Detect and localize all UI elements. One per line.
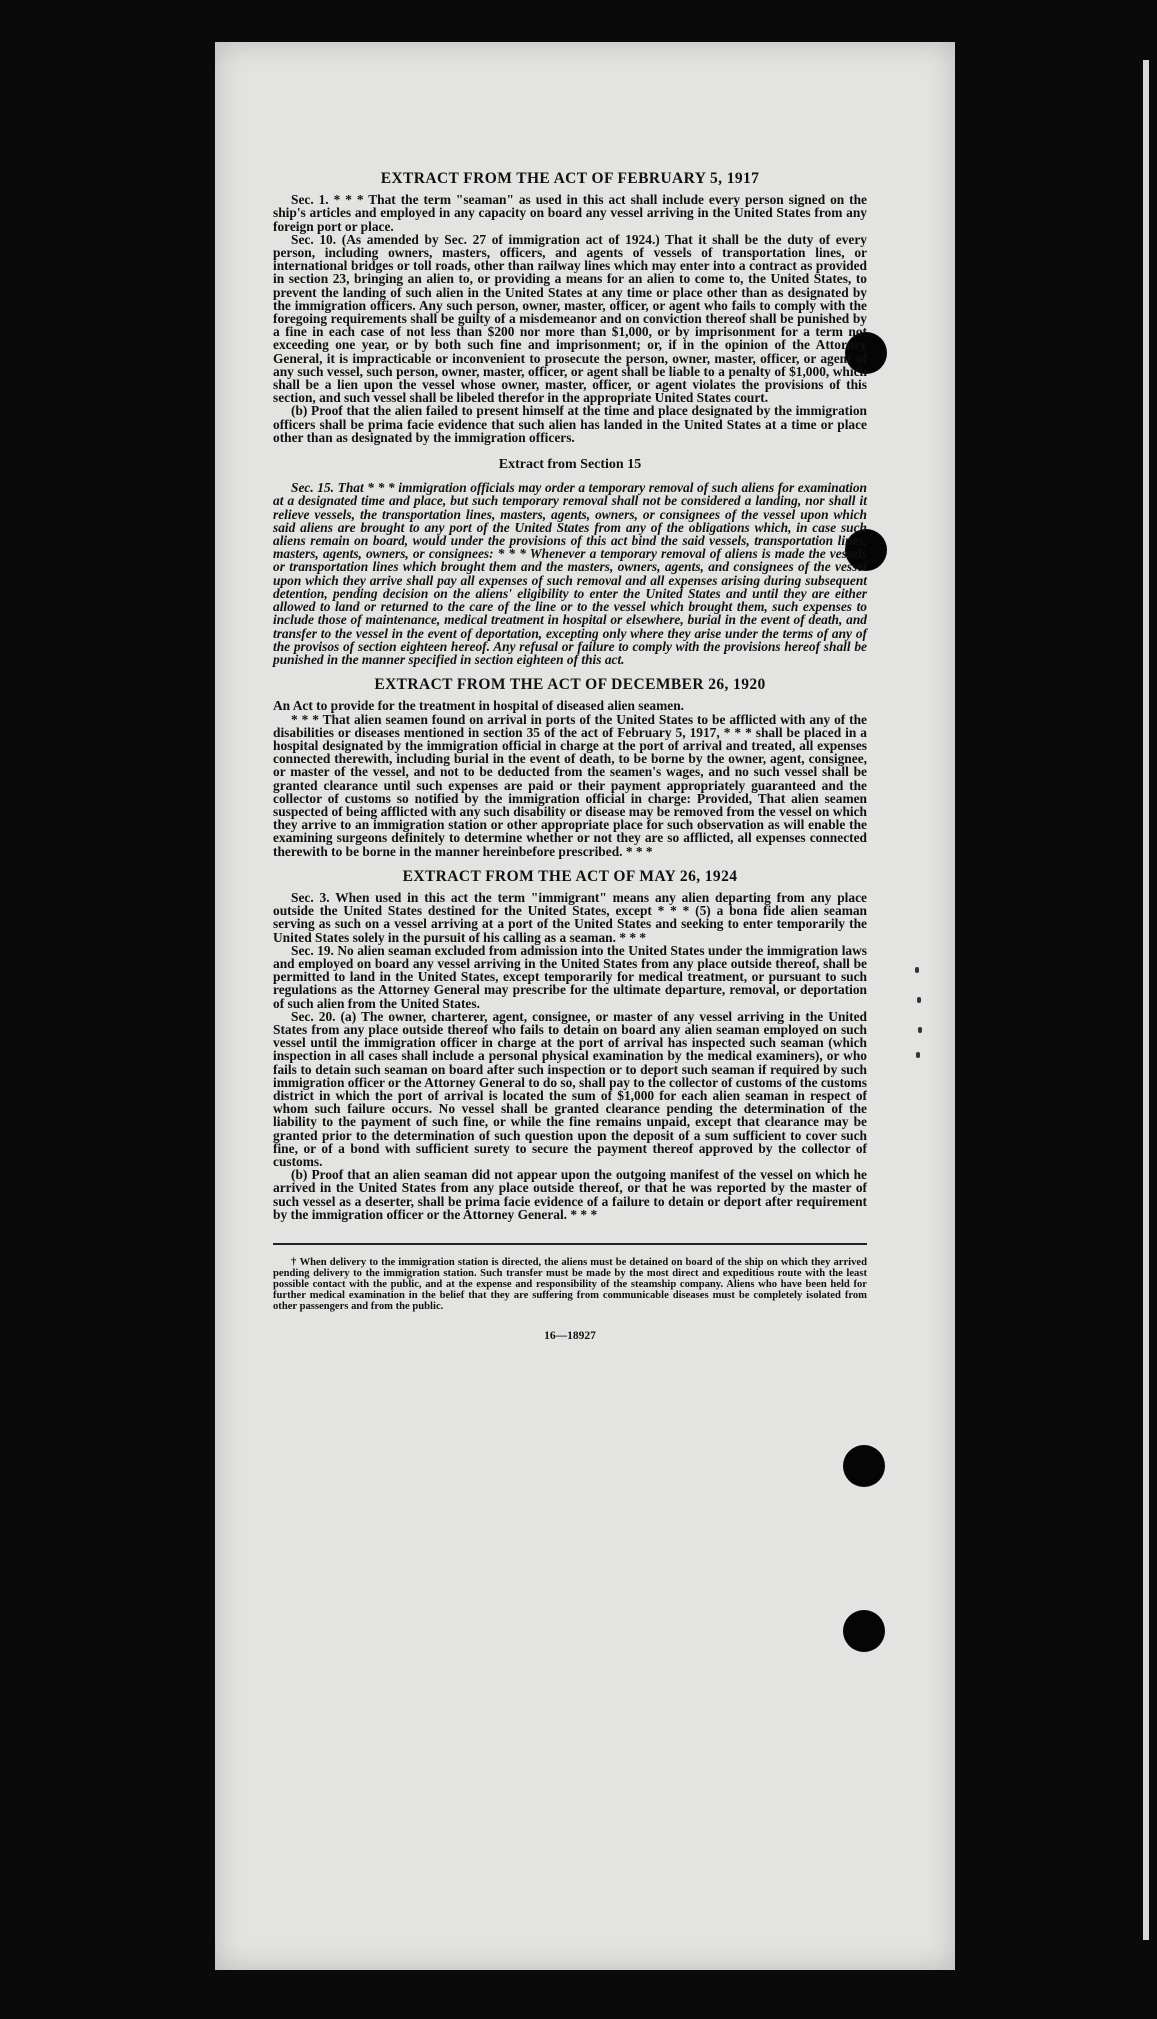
- footnote: † When delivery to the immigration station is directed, the aliens must be detained on board of the ship on which they arrived pending delivery to the immigration station. Such transfer must be made by the most direct and expeditious route with the least possible contact with the public, and at the expense and responsibility of the steamship company. Aliens who have been held for further medical examination in the belief that they are suffering from communicable diseases must be completely isolated from other passengers and from the public.: [273, 1257, 867, 1313]
- paragraph: (b) Proof that an alien seaman did not appear upon the outgoing manifest of the vessel on which he arrived in the United States from any place outside thereof, or that he was reported by the master of such vessel as a deserter, shall be prima facie evidence of a failure to detain or deport after requirement by the immigration officer or the Attorney General. * * *: [273, 1167, 867, 1222]
- ink-fleck: [917, 997, 921, 1003]
- section-heading: EXTRACT FROM THE ACT OF MAY 26, 1924: [402, 867, 738, 885]
- ink-fleck: [915, 967, 919, 973]
- paragraph: Sec. 10. (As amended by Sec. 27 of immigration act of 1924.) That it shall be the duty of every person, including owners, masters, officers, and agents of vessels of transportation lines, or international bridges or toll roads, other than railway lines which may enter into a contract as provided in section 23, bringing an alien to, or providing a means for an alien to come to, the United States, to prevent the landing of such alien in the United States at any time or place other than as designated by the immigration officers. Any such person, owner, master, officer, or agent who fails to comply with the foregoing requirements shall be guilty of a misdemeanor and on conviction thereof shall be punished by a fine in each case of not less than $200 nor more than $1,000, or by imprisonment for a term not exceeding one year, or by both such fine and imprisonment; or, if in the opinion of the Attorney General, it is impracticable or inconvenient to prosecute the person, owner, master, officer, or agent of any such vessel, such person, owner, master, officer, or agent shall be liable to a penalty of $1,000, which shall be a lien upon the vessel whose owner, master, officer, or agent violates the provisions of this section, and such vessel shall be libeled therefor in the appropriate United States court.: [273, 231, 867, 406]
- paragraph: * * * That alien seamen found on arrival in ports of the United States to be afflicted with any of the disabilities or diseases mentioned in section 35 of the act of February 5, 1917, * * * shall be placed in a hospital designated by the immigration official in charge at the port of arrival and treated, all expenses connected therewith, including burial in the event of death, to be borne by the owner, agent, consignee, or master of the vessel, and not to be deducted from the seamen's wages, and no such vessel shall be granted clearance until such expenses are paid or their payment appropriately guaranteed and the collector of customs so notified by the immigration official in charge: Provided, That alien seamen suspected of being afflicted with any such disability or disease may be removed from the vessel on which they arrive to an immigration station or other appropriate place for such observation as will enable the examining surgeons definitely to determine whether or not they are so afflicted, all expenses connected therewith to be borne in the manner hereinbefore prescribed. * * *: [273, 711, 867, 859]
- punch-hole: [843, 1610, 885, 1652]
- form-number: 16—18927: [544, 1330, 596, 1343]
- paragraph: Sec. 1. * * * That the term "seaman" as used in this act shall include every person signed on the ship's articles and employed in any capacity on board any vessel arriving in the United States from any foreign port or place.: [273, 192, 867, 234]
- paragraph: Sec. 3. When used in this act the term "immigrant" means any alien departing from any place outside the United States destined for the United States, except * * * (5) a bona fide alien seaman serving as such on a vessel arriving at a port of the United States and seeking to enter temporarily the United States solely in the pursuit of his calling as a seaman. * * *: [273, 889, 867, 945]
- section-heading: Extract from Section 15: [498, 457, 642, 473]
- section-heading: EXTRACT FROM THE ACT OF FEBRUARY 5, 1917: [380, 170, 760, 187]
- paragraph: Sec. 15. That * * * immigration officials may order a temporary removal of such aliens for examination at a designated time and place, but such temporary removal shall not be considered a landing, nor shall it relieve vessels, the transportation lines, masters, agents, owners, or consignees of the vessel upon which said aliens are brought to any port of the United States from any of the obligations which, in case such aliens remain on board, would under the provisions of this act bind the said vessels, transportation lines, masters, agents, owners, or consignees: * * * Whenever a temporary removal of aliens is made the vessels or transportation lines which brought them and the masters, owners, agents, and consignees of the vessel upon which they arrive shall pay all expenses of such removal and all expenses arising during subsequent detention, pending decision on the aliens' eligibility to enter the United States and until they are either allowed to land or returned to the care of the line or to the vessel which brought them, such expenses to include those of maintenance, medical treatment in hospital or elsewhere, burial in the event of death, and transfer to the vessel in the event of deportation, excepting only where they arise under the terms of any of the provisos of section eighteen hereof. Any refusal or failure to comply with the provisions hereof shall be punished in the manner specified in section eighteen of this act.: [273, 480, 867, 667]
- ink-fleck: [916, 1052, 920, 1058]
- film-edge: [1143, 60, 1149, 1940]
- paragraph: Sec. 19. No alien seaman excluded from admission into the United States under the immigration laws and employed on board any vessel arriving in the United States from any place outside thereof, shall be permitted to land in the United States, except temporarily for medical treatment, or pursuant to such regulations as the Attorney General may prescribe for the ultimate departure, removal, or deportation of such alien from the United States.: [273, 942, 867, 1011]
- paragraph: An Act to provide for the treatment in hospital of diseased alien seamen.: [273, 698, 685, 714]
- document-body: [273, 172, 867, 1343]
- paragraph: Sec. 20. (a) The owner, charterer, agent, consignee, or master of any vessel arriving in the United States from any place outside thereof who fails to detain on board any alien seaman employed on such vessel until the immigration officer in charge at the port of arrival has inspected such seaman (which inspection in all cases shall include a personal physical examination by the medical examiners), or who fails to detain such seaman on board after such inspection or to deport such seaman if required by such immigration officer or the Attorney General to do so, shall pay to the collector of customs of the customs district in which the port of arrival is located the sum of $1,000 for each alien seaman in respect of whom such failure occurs. No vessel shall be granted clearance pending the determination of the liability to the payment of such fine, or while the fine remains unpaid, except that clearance may be granted prior to the determination of such question upon the deposit of a sum sufficient to cover such fine, or of a bond with sufficient surety to secure the payment thereof approved by the collector of customs.: [273, 1008, 867, 1170]
- punch-hole: [843, 1445, 885, 1487]
- ink-fleck: [918, 1027, 922, 1033]
- paragraph: (b) Proof that the alien failed to present himself at the time and place designated by the immigration officers shall be prima facie evidence that such alien has landed in the United States at a time or place other than as designated by the immigration officers.: [273, 403, 867, 445]
- document-page: [215, 42, 955, 1970]
- section-heading: EXTRACT FROM THE ACT OF DECEMBER 26, 1920: [374, 676, 766, 694]
- divider: [273, 1243, 867, 1245]
